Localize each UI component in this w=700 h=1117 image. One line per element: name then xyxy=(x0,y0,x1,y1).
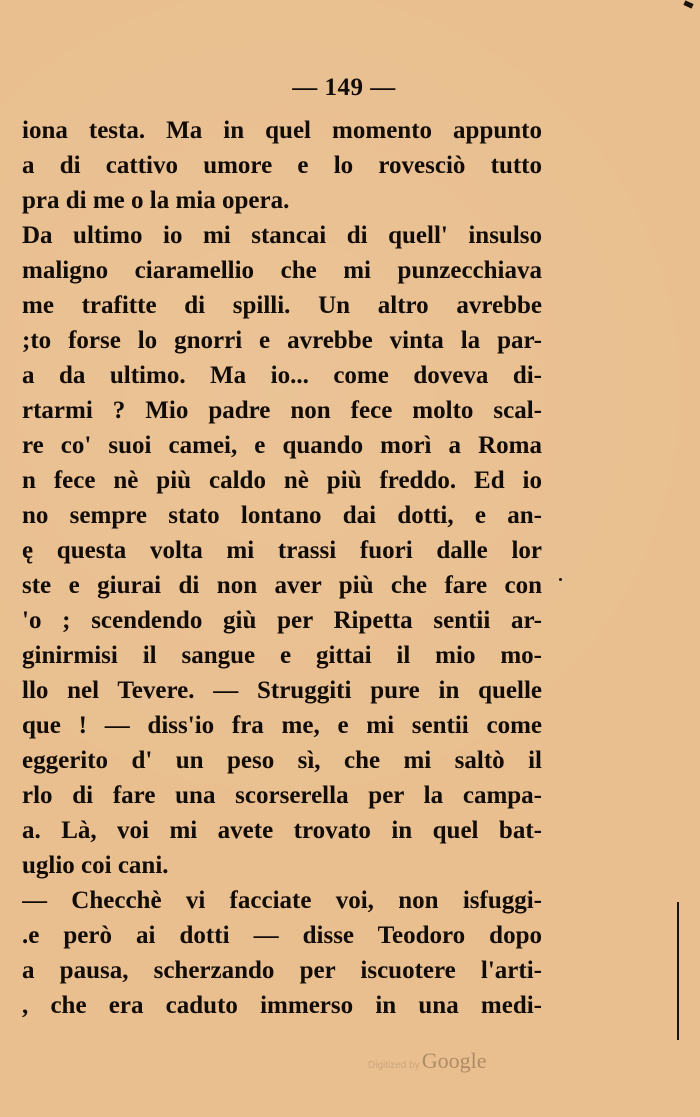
text-line: no sempre stato lontano dai dotti, e an- xyxy=(22,502,542,529)
text-line: llo nel Tevere. — Struggiti pure in quelle xyxy=(22,677,542,704)
digitized-by-google-watermark xyxy=(368,1048,486,1074)
text-line: a. Là, voi mi avete trovato in quel bat- xyxy=(22,817,542,844)
page-edge-line xyxy=(677,902,679,1040)
text-line: n fece nè più caldo nè più freddo. Ed io xyxy=(22,467,542,494)
text-line: — Checchè vi facciate voi, non isfuggi- xyxy=(22,887,542,914)
text-line: rlo di fare una scorserella per la campa- xyxy=(22,782,542,809)
text-line: a pausa, scherzando per iscuotere l'arti- xyxy=(22,957,542,984)
text-line: ;to forse lo gnorri e avrebbe vinta la par- xyxy=(22,327,542,354)
watermark-prefix: Digitized by xyxy=(368,1060,420,1071)
text-line: me trafitte di spilli. Un altro avrebbe xyxy=(22,292,542,319)
text-line: re co' suoi camei, e quando morì a Roma xyxy=(22,432,542,459)
text-line: rtarmi ? Mio padre non fece molto scal- xyxy=(22,397,542,424)
text-line: , che era caduto immerso in una medi- xyxy=(22,992,542,1019)
page-edge-mark xyxy=(683,0,693,8)
text-line: 'o ; scendendo giù per Ripetta sentii ar- xyxy=(22,607,542,634)
page-number: — 149 — xyxy=(292,74,396,101)
text-line: a da ultimo. Ma io... come doveva di- xyxy=(22,362,542,389)
text-line: ste e giurai di non aver più che fare con xyxy=(22,572,542,599)
text-line: uglio coi cani. xyxy=(22,852,169,879)
body-text xyxy=(22,113,542,1023)
text-line: Da ultimo io mi stancai di quell' insulso xyxy=(22,222,542,249)
text-line: pra di me o la mia opera. xyxy=(22,187,290,214)
text-line: eggerito d' un peso sì, che mi saltò il xyxy=(22,747,542,774)
text-line: ginirmisi il sangue e gittai il mio mo- xyxy=(22,642,542,669)
watermark-brand: Google xyxy=(421,1048,487,1073)
text-line: maligno ciaramellio che mi punzecchiava xyxy=(22,257,542,284)
text-line: a di cattivo umore e lo rovesciò tutto xyxy=(22,152,542,179)
text-line: ę questa volta mi trassi fuori dalle lor xyxy=(22,537,542,564)
text-line: .e però ai dotti — disse Teodoro dopo xyxy=(22,922,542,949)
text-line: que ! — diss'io fra me, e mi sentii come xyxy=(22,712,542,739)
margin-speck xyxy=(559,578,562,581)
text-line: iona testa. Ma in quel momento appunto xyxy=(22,117,542,144)
